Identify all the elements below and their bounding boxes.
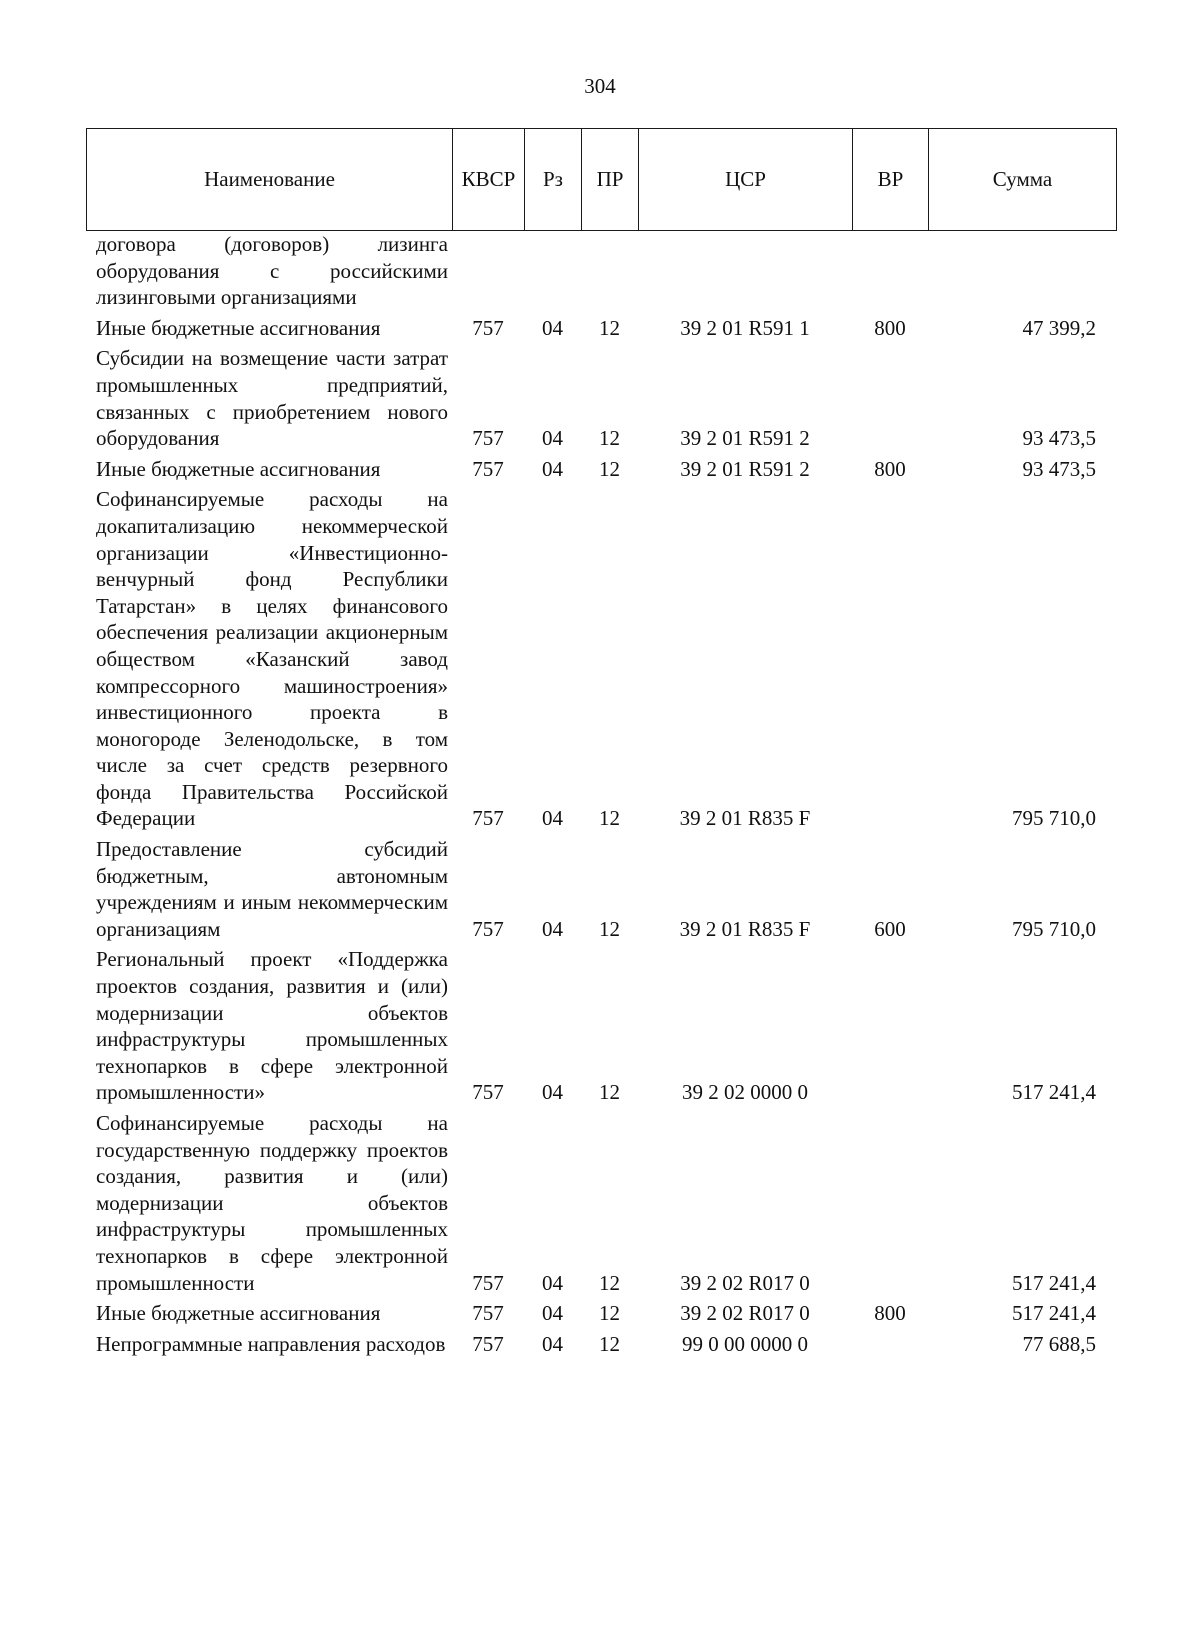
table-row	[86, 1331, 1116, 1358]
row-pr: 12	[599, 426, 620, 451]
row-kvsr: 757	[472, 916, 504, 941]
row-csr: 39 2 01 R835 F	[679, 916, 811, 941]
row-sum: 795 710,0	[1012, 806, 1096, 831]
page-number: 304	[584, 74, 616, 98]
row-rz: 04	[542, 916, 563, 941]
row-csr: 39 2 01 R591 2	[680, 456, 810, 481]
row-csr: 39 2 01 R591 2	[680, 426, 810, 451]
row-name: Иные бюджетные ассигнования	[96, 456, 381, 481]
table-row	[86, 345, 1116, 451]
row-name: Региональный проект «Поддержка проектов создания, развития и (или) модернизации объектов инфраструктуры промышленных технопарков в сфере электронной промышленности»	[96, 947, 448, 1105]
row-sum: 93 473,5	[1022, 426, 1096, 451]
row-pr: 12	[599, 1270, 620, 1295]
row-kvsr: 757	[472, 806, 504, 831]
row-name: Софинансируемые расходы на государственную поддержку проектов создания, развития и (или) модернизации объектов инфраструктуры промышленных технопарков в сфере электронной промышленности	[96, 1111, 448, 1295]
row-rz: 04	[542, 315, 563, 340]
row-name: Иные бюджетные ассигнования	[96, 315, 381, 340]
row-kvsr: 757	[472, 1270, 504, 1295]
table-row	[86, 836, 1116, 942]
table-row	[86, 456, 1116, 483]
row-pr: 12	[599, 1080, 620, 1105]
row-kvsr: 757	[472, 1080, 504, 1105]
row-csr: 39 2 02 0000 0	[682, 1080, 808, 1105]
column-header-sum: Сумма	[929, 129, 1117, 231]
row-sum: 77 688,5	[1022, 1331, 1096, 1356]
row-pr: 12	[599, 1331, 620, 1356]
row-csr: 39 2 01 R591 1	[680, 315, 810, 340]
column-header-pr: ПР	[582, 129, 639, 231]
row-pr: 12	[599, 806, 620, 831]
table-body	[86, 231, 1116, 1357]
row-kvsr: 757	[472, 456, 504, 481]
table-row	[86, 1110, 1116, 1296]
row-name: договора (договоров) лизинга оборудования с российскими лизинговыми организациями	[96, 232, 448, 310]
row-name: Иные бюджетные ассигнования	[96, 1301, 381, 1326]
row-rz: 04	[542, 1270, 563, 1295]
row-sum: 47 399,2	[1022, 315, 1096, 340]
row-pr: 12	[599, 1301, 620, 1326]
row-name: Предоставление субсидий бюджетным, автономным учреждениям и иным некоммерческим организациям	[96, 837, 448, 941]
row-rz: 04	[542, 426, 563, 451]
column-header-csr: ЦСР	[639, 129, 853, 231]
row-csr: 99 0 00 0000 0	[682, 1331, 808, 1356]
row-vr: 600	[874, 916, 906, 941]
table-row	[86, 315, 1116, 342]
row-vr: 800	[874, 1301, 906, 1326]
row-sum: 517 241,4	[1012, 1270, 1096, 1295]
row-pr: 12	[599, 315, 620, 340]
row-rz: 04	[542, 1080, 563, 1105]
row-pr: 12	[599, 456, 620, 481]
row-kvsr: 757	[472, 426, 504, 451]
row-pr: 12	[599, 916, 620, 941]
column-header-rz: Рз	[525, 129, 582, 231]
row-name: Непрограммные направления расходов	[96, 1331, 446, 1356]
row-rz: 04	[542, 1331, 563, 1356]
row-name: Софинансируемые расходы на докапитализацию некоммерческой организации «Инвестиционно-венчурный фонд Республики Татарстан» в целях финансового обеспечения реализации акционерным обществом «Казанский завод компрессорного машиностроения» инвестиционного проекта в моногороде Зеленодольске, в том числе за счет средств резервного фонда Правительства Российской Федерации	[96, 487, 448, 831]
column-header-vr: ВР	[853, 129, 929, 231]
row-rz: 04	[542, 1301, 563, 1326]
row-kvsr: 757	[472, 1331, 504, 1356]
row-name: Субсидии на возмещение части затрат промышленных предприятий, связанных с приобретением нового оборудования	[96, 346, 448, 451]
table-header	[86, 128, 1117, 231]
row-sum: 517 241,4	[1012, 1080, 1096, 1105]
row-rz: 04	[542, 456, 563, 481]
row-vr: 800	[874, 315, 906, 340]
row-csr: 39 2 02 R017 0	[680, 1270, 810, 1295]
row-sum: 517 241,4	[1012, 1301, 1096, 1326]
table-row	[86, 231, 1116, 311]
row-rz: 04	[542, 806, 563, 831]
row-sum: 795 710,0	[1012, 916, 1096, 941]
row-csr: 39 2 01 R835 F	[679, 806, 811, 831]
column-header-kvsr: КВСР	[453, 129, 525, 231]
table-row	[86, 1300, 1116, 1327]
row-sum: 93 473,5	[1022, 456, 1096, 481]
column-header-name: Наименование	[87, 129, 453, 231]
table-row	[86, 946, 1116, 1106]
row-vr: 800	[874, 456, 906, 481]
row-csr: 39 2 02 R017 0	[680, 1301, 810, 1326]
row-kvsr: 757	[472, 1301, 504, 1326]
row-kvsr: 757	[472, 315, 504, 340]
table-row	[86, 486, 1116, 832]
